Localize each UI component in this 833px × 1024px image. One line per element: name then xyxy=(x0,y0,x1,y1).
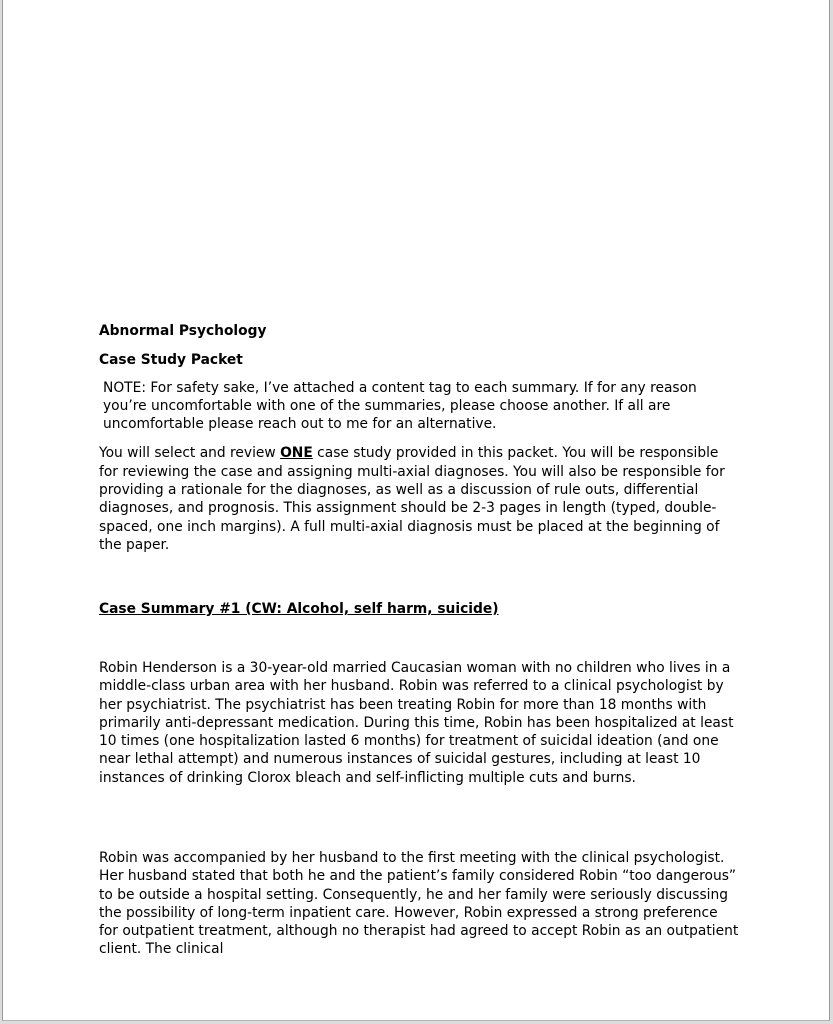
document-page xyxy=(2,0,830,1021)
document-title: Abnormal Psychology xyxy=(99,323,267,339)
instructions-paragraph xyxy=(99,444,739,554)
instructions-emphasis: ONE xyxy=(280,445,313,462)
case-summary-paragraph-1: Robin Henderson is a 30-year-old married Caucasian woman with no children who lives in a middle-class urban area with her husband. Robin was referred to a clinical psychologist by her psychiatrist. The psychiatrist has been treating Robin for more than 18 months with primarily anti-depressant medication. During this time, Robin has been hospitalized at least 10 times (one hospitalization lasted 6 months) for treatment of suicidal ideation (and one near lethal attempt) and numerous instances of suicidal gestures, including at least 10 instances of drinking Clorox bleach and self-inflicting multiple cuts and burns. xyxy=(99,660,734,786)
instructions-text-after: case study provided in this packet. You will be responsible for reviewing the case and assigning multi-axial diagnoses. You will also be responsible for providing a rationale for the diagnoses, as well as a discussion of rule outs, differential diagnoses, and prognosis. This assignment should be 2-3 pages in length (typed, double-spaced, one inch margins). A full multi-axial diagnosis must be placed at the beginning of the paper. xyxy=(99,445,725,553)
case-summary-heading: Case Summary #1 (CW: Alcohol, self harm, suicide) xyxy=(99,601,499,617)
case-summary-paragraph-2: Robin was accompanied by her husband to the first meeting with the clinical psychologist. Her husband stated that both he and the patient’s family considered Robin “too dangerous” to be outside a hospital setting. Consequently, he and her family were seriously discussing the possibility of long-term inpatient care. However, Robin expressed a strong preference for outpatient treatment, although no therapist had agreed to accept Robin as an outpatient client. The clinical xyxy=(99,850,739,958)
instructions-text-before: You will select and review xyxy=(99,445,281,462)
document-subtitle: Case Study Packet xyxy=(99,352,243,369)
safety-note: NOTE: For safety sake, I’ve attached a content tag to each summary. If for any reason you’re uncomfortable with one of the summaries, please choose another. If all are uncomfortable please reach out to me for an alternative. xyxy=(103,379,697,433)
document-body xyxy=(99,322,739,958)
